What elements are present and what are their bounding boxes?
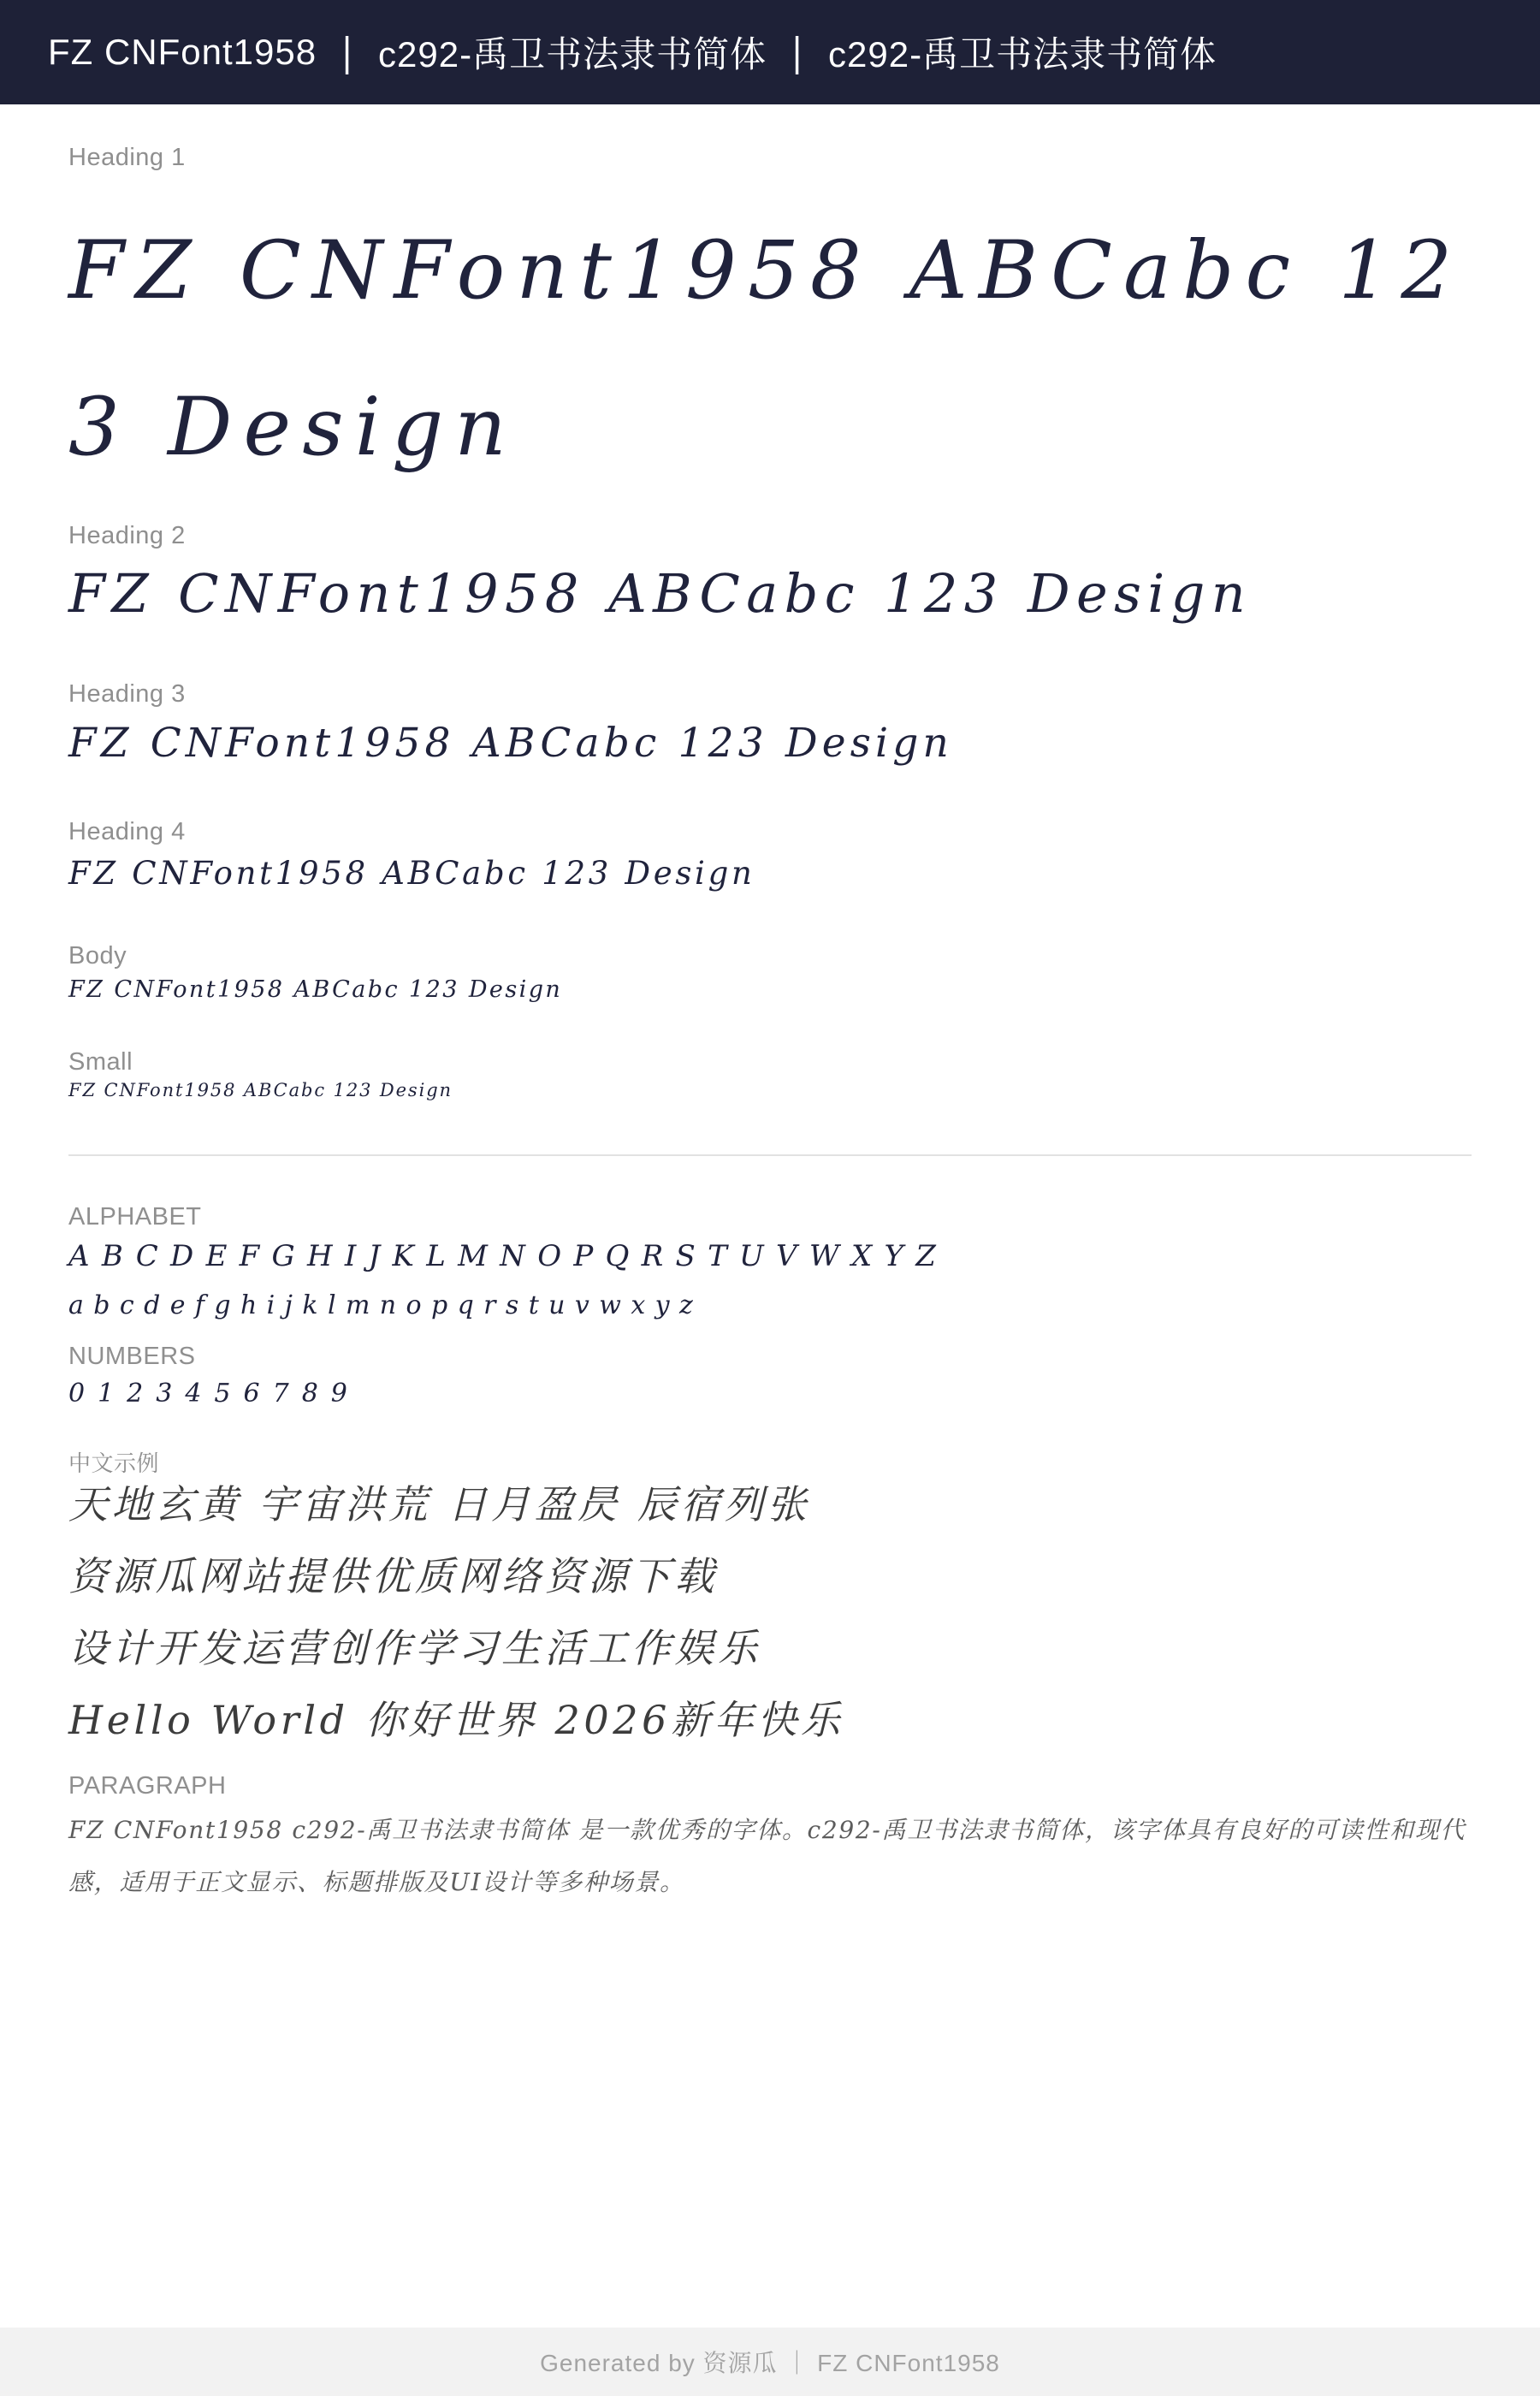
heading4-sample: FZ CNFont1958 ABCabc 123 Design (68, 855, 755, 893)
heading1-label: Heading 1 (68, 144, 186, 171)
alphabet-lowercase-row: abcdefghijklmnopqrstuvwxyz (68, 1290, 703, 1320)
header-separator: | (342, 28, 353, 75)
chinese-samples-label: 中文示例 (68, 1450, 160, 1476)
chinese-sample-line-4: Hello World 你好世界 2026新年快乐 (68, 1696, 844, 1743)
alphabet-uppercase-row: ABCDEFGHIJKLMNOPQRSTUVWXYZ (68, 1239, 949, 1274)
heading1-sample: FZ CNFont1958 ABCabc 123 Design (68, 224, 1464, 475)
paragraph-label: PARAGRAPH (68, 1771, 227, 1800)
heading4-label: Heading 4 (68, 818, 186, 846)
numbers-label: NUMBERS (68, 1342, 196, 1370)
chinese-sample-line-2: 资源瓜网站提供优质网络资源下载 (68, 1552, 718, 1599)
section-divider (68, 1154, 1472, 1156)
heading3-label: Heading 3 (68, 680, 186, 709)
alphabet-label: ALPHABET (68, 1203, 202, 1231)
footer-bar (0, 2328, 1540, 2396)
footer-credit-text: Generated by 资源瓜 ｜ FZ CNFont1958 (540, 2350, 1000, 2376)
small-sample: FZ CNFont1958 ABCabc 123 Design (68, 1079, 453, 1100)
heading2-sample: FZ CNFont1958 ABCabc 123 Design (68, 561, 1253, 625)
heading3-sample: FZ CNFont1958 ABCabc 123 Design (68, 720, 953, 768)
heading2-label: Heading 2 (68, 521, 186, 549)
header-font-cn-name-1: c292-禹卫书法隶书简体 (378, 34, 767, 74)
header-font-name: FZ CNFont1958 (48, 32, 317, 72)
body-label: Body (68, 941, 127, 970)
specimen-content (0, 104, 1540, 1909)
chinese-sample-line-1: 天地玄黄 宇宙洪荒 日月盈昃 辰宿列张 (68, 1480, 811, 1527)
paragraph-sample: FZ CNFont1958 c292-禹卫书法隶书简体 是一款优秀的字体。c292-禹卫书法隶书简体，该字体具有良好的可读性和现代感，适用于正文显示、标题排版及UI设计等多种场景。 (68, 1815, 1466, 1897)
numbers-row: 0123456789 (68, 1378, 360, 1409)
header-separator: | (792, 28, 803, 75)
header-bar (0, 0, 1540, 104)
chinese-sample-line-3: 设计开发运营创作学习生活工作娱乐 (68, 1624, 761, 1671)
small-label: Small (68, 1047, 133, 1076)
header-font-cn-name-2: c292-禹卫书法隶书简体 (828, 34, 1217, 74)
body-sample: FZ CNFont1958 ABCabc 123 Design (68, 976, 563, 1003)
